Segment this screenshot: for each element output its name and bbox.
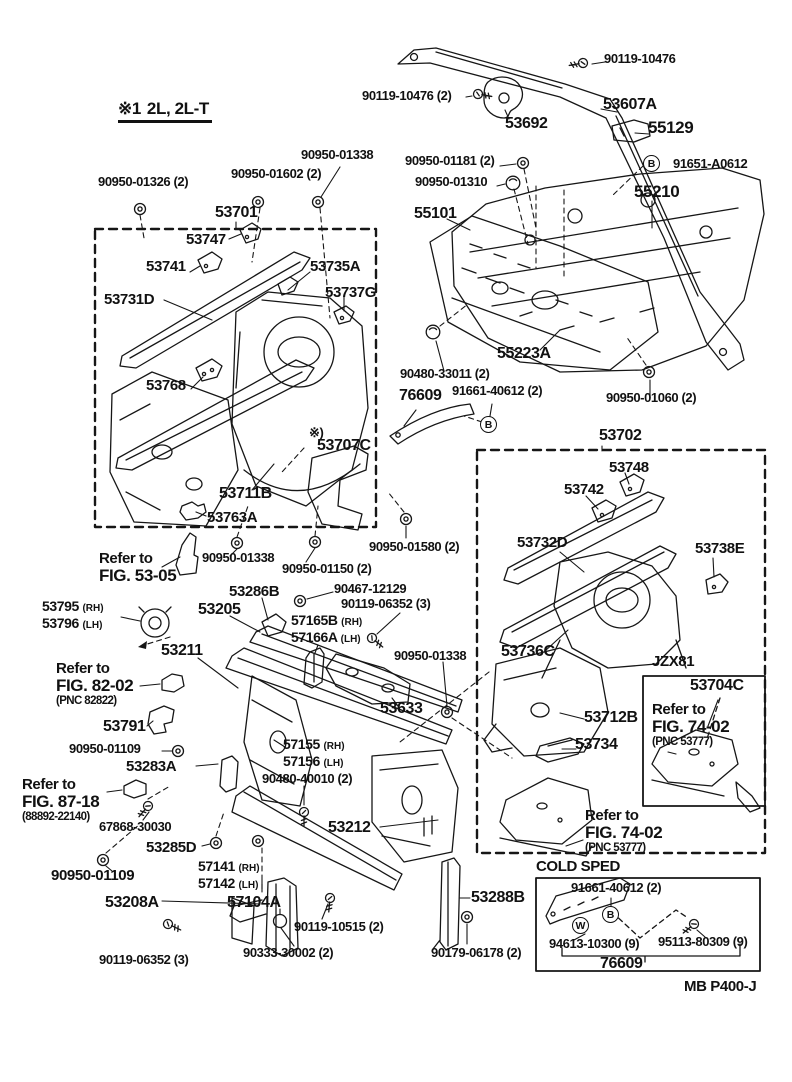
callout-90333-30002: 90333-30002 (2) [243, 945, 334, 960]
callout-53212: 53212 [328, 819, 371, 836]
callout-76609-top: 76609 [399, 387, 442, 404]
callout-90480-40010: 90480-40010 (2) [262, 771, 353, 786]
callout-90119-10476-right: 90119-10476 [604, 51, 676, 66]
callout-53742: 53742 [564, 481, 604, 498]
callout-90950-01150: 90950-01150 (2) [282, 561, 372, 576]
callout-53734: 53734 [575, 736, 618, 753]
callout-53692: 53692 [505, 115, 548, 132]
callout-53791: 53791 [103, 718, 146, 735]
callout-53633: 53633 [380, 700, 423, 717]
fastener-glyphs [98, 58, 701, 937]
callout-57104a: 57104A [227, 894, 281, 911]
seal-76609-art [390, 404, 474, 444]
refer-fig-53-05: Refer to FIG. 53-05 [99, 550, 177, 585]
callout-57165b-57166a: 57165B (RH) 57166A (LH) [291, 612, 363, 645]
callout-90950-01580: 90950-01580 (2) [369, 539, 460, 554]
callout-90119-10476-left: 90119-10476 (2) [362, 88, 452, 103]
callout-55210: 55210 [634, 182, 680, 201]
callout-53701: 53701 [215, 204, 258, 221]
callout-90950-01060: 90950-01060 (2) [606, 390, 697, 405]
callout-90950-01109-b: 90950-01109 [51, 867, 135, 884]
callout-53205: 53205 [198, 601, 241, 618]
callout-57155-57156: 57155 (RH) 57156 (LH) [283, 736, 345, 769]
callout-90950-01326: 90950-01326 (2) [98, 174, 189, 189]
callout-90950-01602: 90950-01602 (2) [231, 166, 322, 181]
callout-90119-06352-mid: 90119-06352 (3) [341, 596, 431, 611]
callout-53607a: 53607A [603, 96, 657, 113]
refer-fig-74-02-low: Refer to FIG. 74-02 (PNC 53777) [585, 807, 663, 854]
callout-53702: 53702 [599, 427, 642, 444]
callout-53747: 53747 [186, 231, 226, 248]
callout-53707c: 53707C [317, 437, 371, 454]
callout-91661-40612-top: 91661-40612 (2) [452, 383, 543, 398]
callout-53748: 53748 [609, 459, 649, 476]
page-code: MB P400-J [684, 978, 757, 995]
callout-94613-10300: 94613-10300 (9) [549, 936, 640, 951]
callout-53285d: 53285D [146, 839, 197, 856]
callout-76609-low: 76609 [600, 955, 643, 972]
callout-jzx81: JZX81 [652, 653, 695, 670]
callout-53288b: 53288B [471, 889, 525, 906]
callout-cold-sped: COLD SPED [536, 858, 620, 875]
callout-90950-01338-top: 90950-01338 [301, 147, 374, 162]
callout-53738e: 53738E [695, 540, 745, 557]
callout-53735a: 53735A [310, 258, 361, 275]
callout-90179-06178: 90179-06178 (2) [431, 945, 522, 960]
badge-w-cold: W [572, 917, 589, 934]
callout-90950-01109-a: 90950-01109 [69, 741, 141, 756]
callout-90950-01310: 90950-01310 [415, 174, 488, 189]
callout-53208a: 53208A [105, 894, 159, 911]
callout-90119-10515: 90119-10515 (2) [294, 919, 384, 934]
badge-b-cold: B [602, 906, 619, 923]
callout-95113-80309: 95113-80309 (9) [658, 934, 748, 949]
callout-90950-01338-low: 90950-01338 [394, 648, 467, 663]
callout-53711b: 53711B [219, 485, 272, 502]
callout-53741: 53741 [146, 258, 186, 275]
callout-67868-30030: 67868-30030 [99, 819, 172, 834]
note-mark: ※1 [118, 99, 141, 118]
callout-90119-06352-low: 90119-06352 (3) [99, 952, 189, 967]
callout-55101: 55101 [414, 205, 457, 222]
callout-53286b: 53286B [229, 583, 280, 600]
callout-91651-a0612: 91651-A0612 [673, 156, 748, 171]
callout-53712b: 53712B [584, 709, 638, 726]
callout-55129: 55129 [648, 118, 694, 137]
callout-53768: 53768 [146, 377, 186, 394]
badge-b-mid: B [480, 416, 497, 433]
callout-91661-40612-low: 91661-40612 (2) [571, 880, 662, 895]
refer-fig-82-02: Refer to FIG. 82-02 (PNC 82822) [56, 660, 134, 707]
engine-note [118, 100, 212, 123]
badge-b-top: B [643, 155, 660, 172]
callout-53283a: 53283A [126, 758, 177, 775]
callout-53736c: 53736C [501, 643, 555, 660]
callout-53763a: 53763A [207, 509, 258, 526]
note-text: 2L, 2L-T [146, 99, 209, 118]
callout-53795-53796: 53795 (RH) 53796 (LH) [42, 598, 104, 631]
refer-fig-87-18: Refer to FIG. 87-18 (88892-22140) [22, 776, 100, 823]
refer-fig-74-02-jzx: Refer to FIG. 74-02 (PNC 53777) [652, 701, 730, 748]
callout-53704c: 53704C [690, 677, 744, 694]
callout-53732d: 53732D [517, 534, 568, 551]
callout-53737g: 53737G [325, 284, 376, 301]
callout-90480-33011: 90480-33011 (2) [400, 366, 490, 381]
callout-90467-12129: 90467-12129 [334, 581, 407, 596]
callout-90950-01338-mid: 90950-01338 [202, 550, 275, 565]
callout-55223a: 55223A [497, 345, 551, 362]
cowl-top-panel-art [452, 168, 764, 372]
note-mark-53707c: ※) [309, 425, 324, 440]
callout-53211: 53211 [161, 642, 203, 659]
callout-53731d: 53731D [104, 291, 155, 308]
callout-90950-01181: 90950-01181 (2) [405, 153, 495, 168]
callout-57141-57142: 57141 (RH) 57142 (LH) [198, 858, 260, 891]
